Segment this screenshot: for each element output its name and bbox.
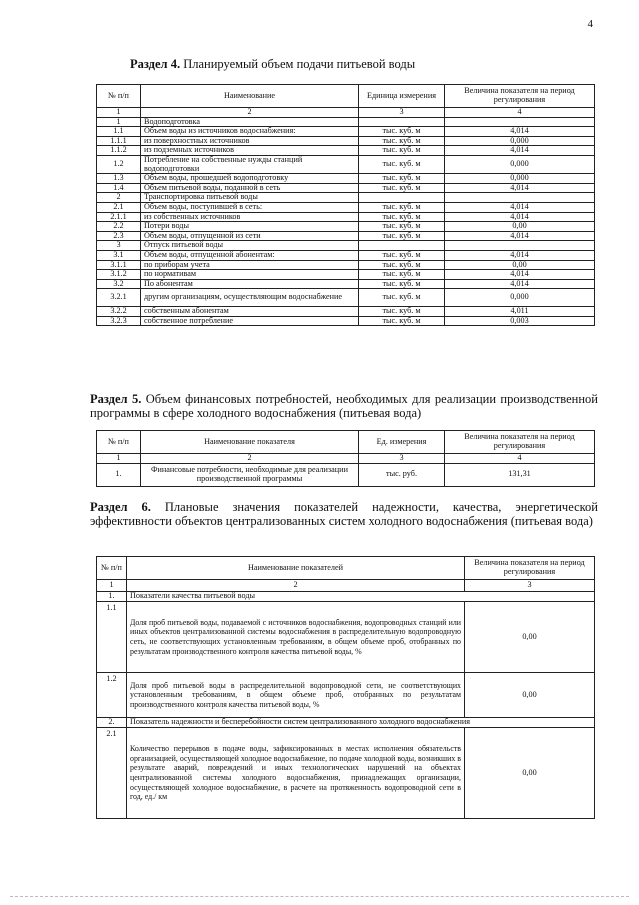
section6-heading-text: Плановые значения показателей надежности, качества, энергетической эффективности объектов централизованных систем холодного водоснабжения (питьевая вода)	[90, 500, 598, 528]
row-number: 3.1	[97, 250, 141, 260]
colnum-cell: 1	[97, 454, 141, 464]
row-unit: тыс. куб. м	[359, 202, 445, 212]
row-number: 3.2.1	[97, 289, 141, 307]
section6-heading	[90, 500, 598, 528]
row-name: Объем воды, отпущенной из сети	[141, 231, 359, 241]
row-name: из поверхностных источников	[141, 136, 359, 146]
row-name: Количество перерывов в подаче воды, зафиксированных в местах исполнения обязательств организацией, осуществляющей холодное водоснабжение, по подаче холодной воды, возникших в результате аварий, повреждений и иных технологических нарушений на объектах централизованной системы холодного водоснабжения, принадлежащих организации, осуществляющей холодное водоснабжение, в расчете на протяженность водопроводной сети в год, ед./ км	[127, 728, 465, 819]
section4-data-row	[97, 231, 595, 241]
row-number: 1.1.2	[97, 146, 141, 156]
row-name: Потребление на собственные нужды станций водоподготовки	[141, 155, 359, 173]
header-cell: Единица измерения	[359, 85, 445, 108]
row-unit: тыс. куб. м	[359, 136, 445, 146]
row-number: 1.	[97, 463, 141, 486]
section4-data-row	[97, 279, 595, 289]
section6-header-row	[97, 557, 595, 580]
row-unit: тыс. куб. м	[359, 250, 445, 260]
row-number: 2	[97, 193, 141, 203]
row-value: 0,000	[445, 289, 595, 307]
row-value: 0,00	[465, 673, 595, 718]
colnum-cell: 3	[465, 580, 595, 592]
row-number: 2.	[97, 718, 127, 728]
row-value: 0,000	[445, 155, 595, 173]
section4-heading	[130, 57, 590, 71]
section4-data-row	[97, 289, 595, 307]
row-number: 3.1.1	[97, 260, 141, 270]
section5-heading-bold: Раздел 5.	[90, 392, 142, 406]
section4-data-row	[97, 193, 595, 203]
row-value: 0,00	[465, 728, 595, 819]
row-number: 2.1	[97, 202, 141, 212]
section4-data-row	[97, 146, 595, 156]
section4-data-row	[97, 307, 595, 317]
row-unit: тыс. руб.	[359, 463, 445, 486]
row-name: Объем питьевой воды, поданной в сеть	[141, 183, 359, 193]
row-unit: тыс. куб. м	[359, 260, 445, 270]
section6-data-row	[97, 602, 595, 673]
row-unit: тыс. куб. м	[359, 307, 445, 317]
row-name: Отпуск питьевой воды	[141, 241, 359, 251]
section6-colnum-row	[97, 580, 595, 592]
row-name: из собственных источников	[141, 212, 359, 222]
row-value: 4,014	[445, 231, 595, 241]
row-value: 4,014	[445, 183, 595, 193]
row-name: По абонентам	[141, 279, 359, 289]
section6-data-row	[97, 673, 595, 718]
section5-data-row	[97, 463, 595, 486]
row-value: 0,00	[445, 260, 595, 270]
row-name: Объем воды, отпущенной абонентам:	[141, 250, 359, 260]
colnum-cell: 2	[141, 108, 359, 118]
colnum-cell: 2	[141, 454, 359, 464]
row-unit: тыс. куб. м	[359, 174, 445, 184]
row-name: другим организациям, осуществляющим водоснабжение	[141, 289, 359, 307]
row-number: 3	[97, 241, 141, 251]
row-number: 1.2	[97, 155, 141, 173]
row-number: 1.1.1	[97, 136, 141, 146]
row-unit: тыс. куб. м	[359, 127, 445, 137]
row-unit: тыс. куб. м	[359, 155, 445, 173]
row-name: из подземных источников	[141, 146, 359, 156]
section4-data-row	[97, 241, 595, 251]
row-unit: тыс. куб. м	[359, 146, 445, 156]
row-unit: тыс. куб. м	[359, 289, 445, 307]
row-value	[445, 193, 595, 203]
row-number: 2.2	[97, 222, 141, 232]
row-name: Объем воды, прошедшей водоподготовку	[141, 174, 359, 184]
row-unit: тыс. куб. м	[359, 183, 445, 193]
section6-heading-bold: Раздел 6.	[90, 500, 151, 514]
row-name: Доля проб питьевой воды, подаваемой с источников водоснабжения, водопроводных станций или иных объектов централизованной системы водоснабжения в распределительную водопроводную сеть, не соответствующих установленным требованиям, в общем объеме проб, отобранных по результатам производственного контроля качества питьевой воды, %	[127, 602, 465, 673]
row-number: 2.3	[97, 231, 141, 241]
colnum-cell: 1	[97, 580, 127, 592]
row-value: 0,00	[445, 222, 595, 232]
section5-heading	[90, 392, 598, 420]
row-number: 1.1	[97, 127, 141, 137]
row-name: Транспортировка питьевой воды	[141, 193, 359, 203]
section4-data-row	[97, 183, 595, 193]
row-value: 131,31	[445, 463, 595, 486]
section4-data-row	[97, 174, 595, 184]
row-number: 3.1.2	[97, 270, 141, 280]
row-name: собственным абонентам	[141, 307, 359, 317]
row-value: 0,00	[465, 602, 595, 673]
section6-data-row	[97, 728, 595, 819]
row-unit	[359, 241, 445, 251]
row-value: 4,014	[445, 146, 595, 156]
row-number: 2.1	[97, 728, 127, 819]
row-name: Показатели качества питьевой воды	[127, 592, 595, 602]
row-number: 3.2	[97, 279, 141, 289]
colnum-cell: 1	[97, 108, 141, 118]
row-unit	[359, 193, 445, 203]
row-name: Объем воды из источников водоснабжения:	[141, 127, 359, 137]
page-number: 4	[587, 18, 593, 30]
section4-data-row	[97, 260, 595, 270]
row-unit: тыс. куб. м	[359, 212, 445, 222]
header-cell: Величина показателя на период регулирования	[445, 431, 595, 454]
header-cell: Наименование	[141, 85, 359, 108]
row-name: Финансовые потребности, необходимые для реализации производственной программы	[141, 463, 359, 486]
row-number: 1.3	[97, 174, 141, 184]
section4-data-row	[97, 127, 595, 137]
row-unit: тыс. куб. м	[359, 279, 445, 289]
row-name: Водоподготовка	[141, 117, 359, 127]
row-value: 4,014	[445, 270, 595, 280]
section4-data-row	[97, 212, 595, 222]
section6-table	[96, 556, 595, 819]
header-cell: Ед. измерения	[359, 431, 445, 454]
row-value	[445, 117, 595, 127]
row-number: 3.2.2	[97, 307, 141, 317]
row-value: 0,003	[445, 316, 595, 326]
row-unit: тыс. куб. м	[359, 231, 445, 241]
colnum-cell: 4	[445, 454, 595, 464]
row-number: 1.4	[97, 183, 141, 193]
section4-table	[96, 84, 595, 326]
row-name: по нормативам	[141, 270, 359, 280]
row-number: 3.2.3	[97, 316, 141, 326]
section4-data-row	[97, 202, 595, 212]
section5-colnum-row	[97, 454, 595, 464]
row-unit	[359, 117, 445, 127]
section4-data-row	[97, 316, 595, 326]
section4-data-row	[97, 155, 595, 173]
header-cell: № п/п	[97, 557, 127, 580]
row-value: 4,011	[445, 307, 595, 317]
section6-group-row	[97, 592, 595, 602]
row-name: Потери воды	[141, 222, 359, 232]
section5-heading-text: Объем финансовых потребностей, необходимых для реализации производственной программы в сфере холодного водоснабжения (питьевая вода)	[90, 392, 598, 420]
row-value: 4,014	[445, 279, 595, 289]
header-cell: Наименование показателей	[127, 557, 465, 580]
header-cell: № п/п	[97, 85, 141, 108]
section4-data-row	[97, 270, 595, 280]
row-value: 4,014	[445, 250, 595, 260]
header-cell: Наименование показателя	[141, 431, 359, 454]
header-cell: Величина показателя на период регулирования	[445, 85, 595, 108]
row-value: 4,014	[445, 212, 595, 222]
row-name: собственное потребление	[141, 316, 359, 326]
row-value	[445, 241, 595, 251]
row-number: 1.	[97, 592, 127, 602]
row-name: по приборам учета	[141, 260, 359, 270]
colnum-cell: 2	[127, 580, 465, 592]
section4-data-row	[97, 250, 595, 260]
section4-data-row	[97, 117, 595, 127]
colnum-cell: 4	[445, 108, 595, 118]
section5-table	[96, 430, 595, 487]
section4-heading-text: Планируемый объем подачи питьевой воды	[180, 57, 416, 71]
row-unit: тыс. куб. м	[359, 316, 445, 326]
row-name: Показатель надежности и бесперебойности систем централизованного холодного водоснабжения	[127, 718, 595, 728]
section5-header-row	[97, 431, 595, 454]
colnum-cell: 3	[359, 108, 445, 118]
row-name: Объем воды, поступившей в сеть:	[141, 202, 359, 212]
colnum-cell: 3	[359, 454, 445, 464]
row-number: 1	[97, 117, 141, 127]
section4-data-row	[97, 222, 595, 232]
row-value: 4,014	[445, 202, 595, 212]
row-value: 4,014	[445, 127, 595, 137]
row-number: 2.1.1	[97, 212, 141, 222]
section4-colnum-row	[97, 108, 595, 118]
row-number: 1.2	[97, 673, 127, 718]
row-name: Доля проб питьевой воды в распределительной водопроводной сети, не соответствующих установленным требованиям, в общем объеме проб, отобранных по результатам производственного контроля качества питьевой воды, %	[127, 673, 465, 718]
header-cell: Величина показателя на период регулирования	[465, 557, 595, 580]
row-unit: тыс. куб. м	[359, 270, 445, 280]
section6-group-row	[97, 718, 595, 728]
row-number: 1.1	[97, 602, 127, 673]
row-value: 0,000	[445, 174, 595, 184]
scan-edge-divider	[10, 896, 629, 897]
section4-data-row	[97, 136, 595, 146]
row-unit: тыс. куб. м	[359, 222, 445, 232]
section4-heading-bold: Раздел 4.	[130, 57, 181, 71]
header-cell: № п/п	[97, 431, 141, 454]
row-value: 0,000	[445, 136, 595, 146]
section4-header-row	[97, 85, 595, 108]
